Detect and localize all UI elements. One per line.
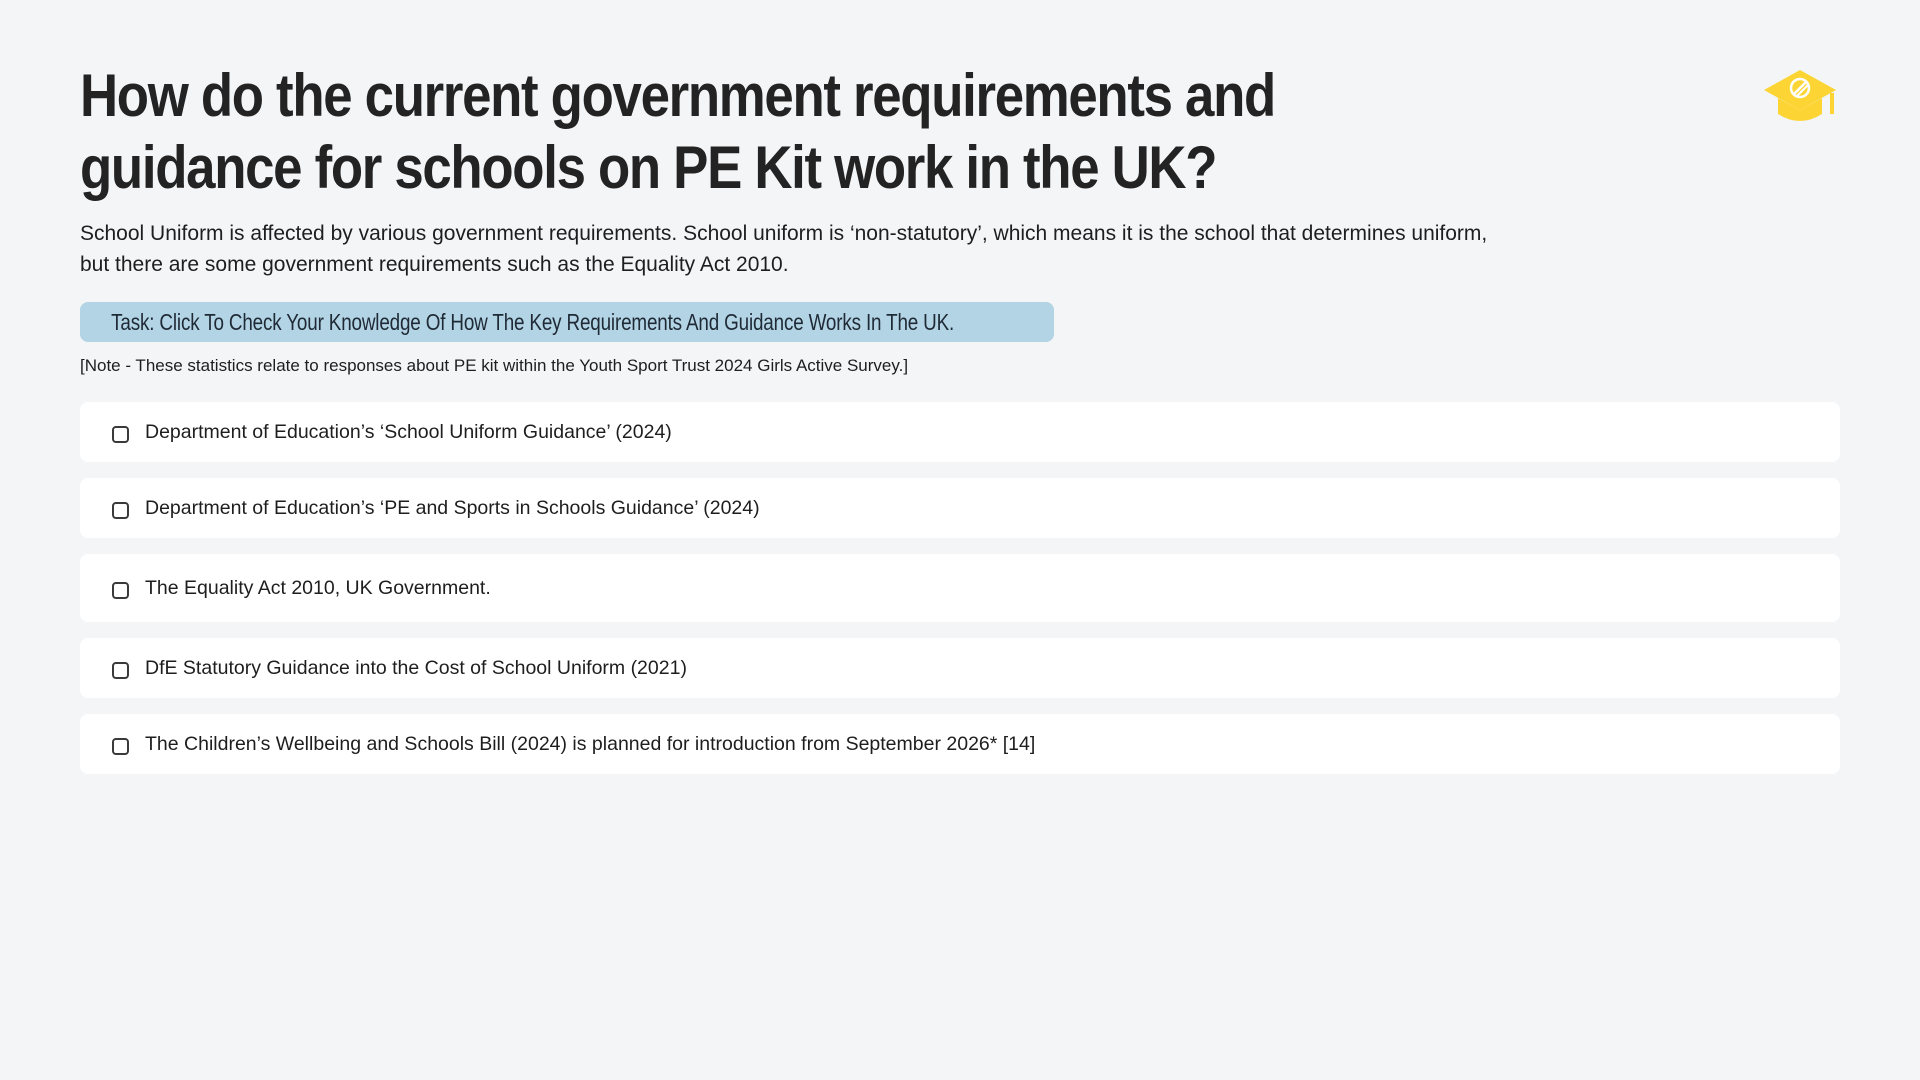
checkbox[interactable]	[112, 738, 129, 755]
page-title: How do the current government requirements and guidance for schools on PE Kit work in the UK?	[80, 62, 1275, 201]
note-text: [Note - These statistics relate to responses about PE kit within the Youth Sport Trust 2024 Girls Active Survey.]	[80, 356, 909, 375]
task-button-label: Task: Click To Check Your Knowledge Of How The Key Requirements And Guidance Works In The UK.	[111, 308, 955, 335]
intro-text: School Uniform is affected by various government requirements. School uniform is ‘non-statutory’, which means it is the school that determines uniform, but there are some government requirements such as the Equality Act 2010.	[80, 222, 1488, 276]
checkbox[interactable]	[112, 426, 129, 443]
option-label: The Equality Act 2010, UK Government.	[145, 576, 491, 599]
option-cost-of-uniform[interactable]	[80, 638, 1840, 698]
option-wellbeing-bill[interactable]	[80, 714, 1840, 774]
option-label: DfE Statutory Guidance into the Cost of School Uniform (2021)	[145, 656, 687, 679]
graduation-cap-icon	[1762, 66, 1838, 130]
task-button[interactable]	[80, 302, 1054, 342]
checkbox[interactable]	[112, 502, 129, 519]
checkbox[interactable]	[112, 662, 129, 679]
option-pe-sports-guidance[interactable]	[80, 478, 1840, 538]
option-label: Department of Education’s ‘PE and Sports in Schools Guidance’ (2024)	[145, 496, 760, 519]
option-label: Department of Education’s ‘School Uniform Guidance’ (2024)	[145, 420, 672, 443]
option-school-uniform-guidance[interactable]	[80, 402, 1840, 462]
checkbox[interactable]	[112, 582, 129, 599]
option-equality-act[interactable]	[80, 554, 1840, 622]
option-label: The Children’s Wellbeing and Schools Bill (2024) is planned for introduction from September 2026* [14]	[145, 732, 1036, 755]
